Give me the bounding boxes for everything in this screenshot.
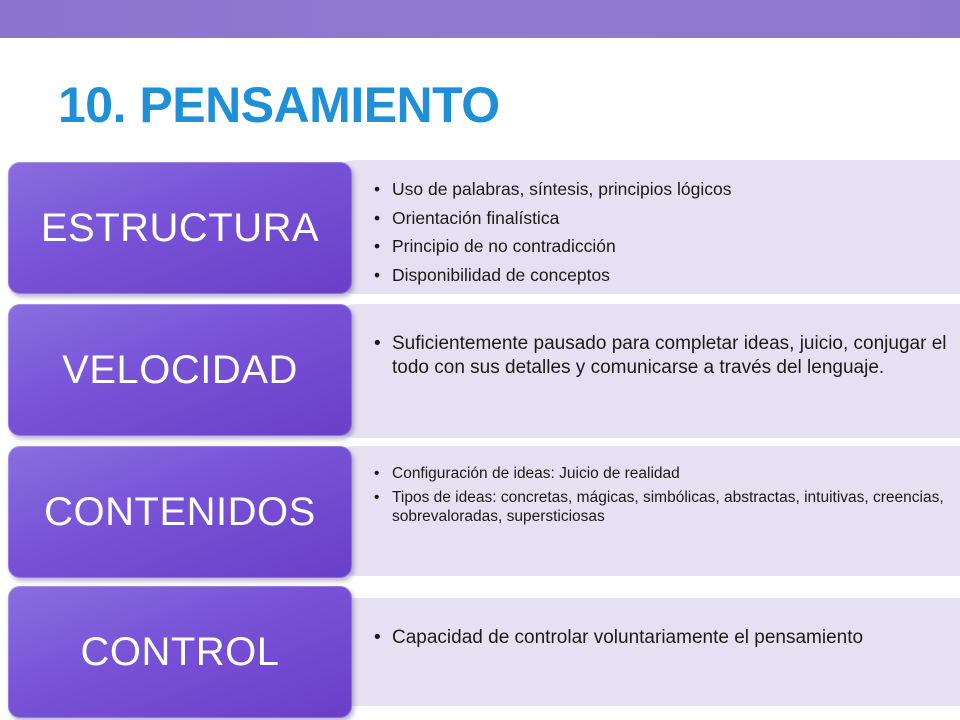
section-velocidad-panel — [328, 304, 960, 438]
bullet-item: • Principio de no contradicción — [370, 232, 960, 261]
section-contenidos-panel — [328, 446, 960, 576]
bullet-item: • Orientación finalística — [370, 204, 960, 233]
section-control-panel — [328, 598, 960, 706]
section-velocidad-tile — [8, 304, 352, 436]
section-estructura-list — [328, 160, 960, 289]
top-accent-bar — [0, 0, 960, 38]
section-control — [8, 586, 960, 720]
section-estructura — [8, 160, 960, 296]
bullet-item: • Disponibilidad de conceptos — [370, 261, 960, 290]
section-heading: CONTROL — [80, 629, 280, 674]
bullet-item: • Suficientemente pausado para completar ideas, juicio, conjugar el todo con sus detalles y comunicarse a través del lenguaje. — [370, 332, 950, 379]
section-heading: VELOCIDAD — [62, 347, 298, 392]
section-contenidos — [8, 446, 960, 578]
section-control-tile — [8, 586, 352, 718]
section-velocidad-list — [328, 304, 960, 379]
bullet-item: • Uso de palabras, síntesis, principios lógicos — [370, 175, 960, 204]
bullet-item: • Capacidad de controlar voluntariamente el pensamiento — [370, 626, 950, 650]
bullet-item: • Configuración de ideas: Juicio de realidad — [370, 464, 950, 483]
section-control-list — [328, 598, 960, 650]
section-heading: CONTENIDOS — [44, 489, 316, 534]
section-estructura-tile — [8, 162, 352, 294]
section-heading: ESTRUCTURA — [40, 205, 320, 250]
section-velocidad — [8, 304, 960, 440]
bullet-item: • Tipos de ideas: concretas, mágicas, simbólicas, abstractas, intuitivas, creencias, sobrevaloradas, supersticiosas — [370, 488, 950, 526]
section-contenidos-tile — [8, 446, 352, 578]
section-estructura-panel — [328, 160, 960, 294]
slide-title: 10. PENSAMIENTO — [58, 77, 500, 133]
section-contenidos-list — [328, 446, 960, 526]
